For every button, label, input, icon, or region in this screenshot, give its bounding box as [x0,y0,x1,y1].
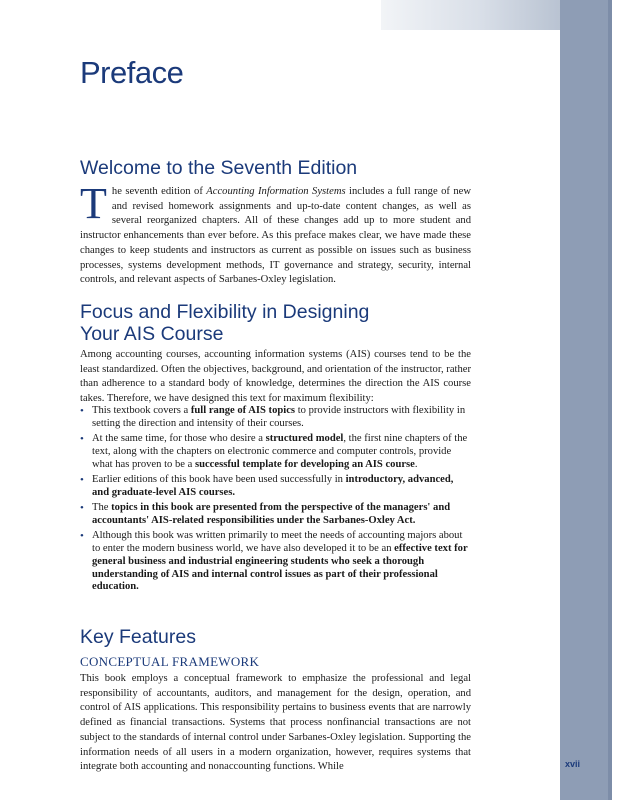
bullet-icon: • [80,433,84,446]
bullet-strong: effective text for general business and industrial engineering students who seek a thorough understanding of AIS and internal control issues as part of their professional education. [92,542,468,593]
bullet-icon: • [80,473,84,486]
header-gradient-band [381,0,560,30]
bullet-icon: • [80,530,84,543]
conceptual-framework-subheading: CONCEPTUAL FRAMEWORK [80,654,260,669]
list-item [80,502,473,528]
bullet-text: Although this book was written primarily to meet the needs of accounting majors about to enter the modern business world, we have also developed it to be an [92,530,463,554]
flexibility-list [80,405,473,597]
focus-heading [80,301,369,345]
sidebar-stripe [560,0,612,800]
features-paragraph: This book employs a conceptual framework to emphasize the professional and legal responsibility of accountants, auditors, and management for the design, operation, and control of AIS applications. This responsibility pertains to business events that are narrowly defined as financial transactions. Systems that process nonfinancial transactions are not subject to the standards of internal control under Sarbanes-Oxley legislation. Supporting the information needs of all users in a modern organization, however, requires systems that integrate both accounting and nonaccounting functions. While [80,673,471,773]
page-title: Preface [80,55,184,90]
bullet-text: to provide instructors with flexibility in setting the direction and intensity of their courses. [92,405,466,429]
page-number: xvii [565,759,581,769]
bullet-text: , the first nine chapters of the text, along with the chapters on electronic commerce and computer controls, provide what has proven to be a [92,433,468,470]
welcome-text-a: he seventh edition of [111,186,207,197]
focus-heading-line1: Focus and Flexibility in Designing [80,301,370,323]
focus-heading-line2: Your AIS Course [80,323,224,345]
welcome-heading: Welcome to the Seventh Edition [80,157,358,179]
bullet-text: The [92,502,112,514]
bullet-text: . [414,458,418,470]
key-features-heading: Key Features [80,626,196,648]
bullet-text: This textbook covers a [92,405,191,416]
sidebar-edge [608,0,612,800]
focus-intro: Among accounting courses, accounting information systems (AIS) courses tend to be the least standardized. Often the objectives, background, and orientation of the instructor, rather than adherence to a standard body of knowledge, determines the direction the AIS course takes. Therefore, we have designed this text for maximum flexibility: [80,349,471,405]
welcome-paragraph [80,179,472,288]
bullet-icon: • [80,405,84,417]
bullet-strong: full range of AIS topics [190,405,296,416]
bullet-strong: introductory, advanced, and graduate-level AIS courses. [92,473,454,498]
list-item [80,405,473,431]
bullet-strong: successful template for developing an AIS course [194,458,415,470]
bullet-strong: structured model [265,433,344,445]
list-item [80,433,473,471]
bullet-icon: • [80,502,84,515]
bullet-text: Earlier editions of this book have been used successfully in [92,473,346,485]
list-item [80,474,473,500]
dropcap: T [80,179,107,228]
list-item [80,530,473,594]
book-title: Accounting Information Systems [206,186,346,197]
bullet-text: At the same time, for those who desire a [92,433,266,445]
welcome-text-b: includes a full range of new and revised homework assignments and up-to-date content changes, as well as several reorganized chapters. All of these changes add up to more student and instructor enhancements than ever before. As this preface makes clear, we have made these changes to keep students and instructors as current as possible on issues such as business processes, systems development methods, IT governance and strategy, security, internal controls, and relevant aspects of Sarbanes-Oxley legislation. [80,186,472,286]
bullet-strong: topics in this book are presented from the perspective of the managers' and accountants' AIS-related responsibilities under the Sarbanes-Oxley Act. [92,502,451,526]
